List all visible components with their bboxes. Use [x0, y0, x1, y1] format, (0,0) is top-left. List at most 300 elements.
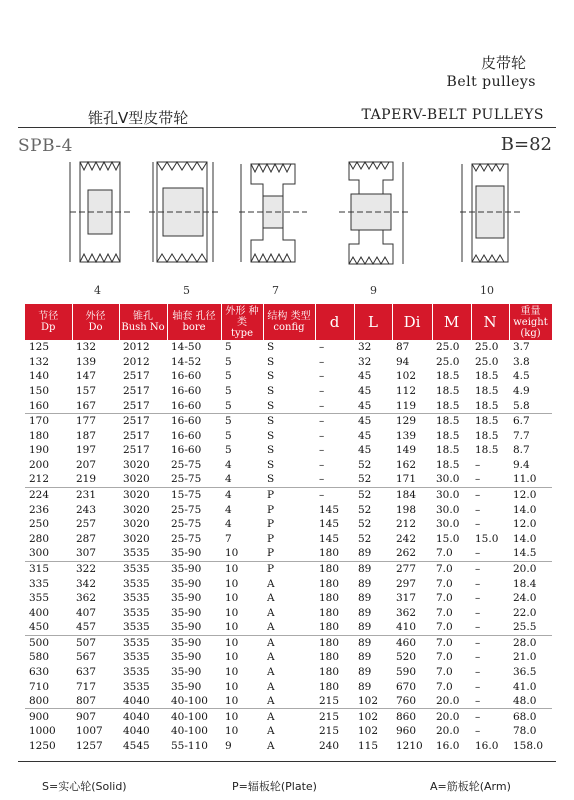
- table-cell: 52: [354, 472, 392, 487]
- table-cell: 355: [25, 591, 72, 606]
- table-cell: 3535: [119, 679, 167, 694]
- table-cell: 16-60: [167, 443, 221, 458]
- table-cell: 1257: [72, 739, 119, 754]
- table-cell: 89: [354, 561, 392, 576]
- table-cell: 115: [354, 739, 392, 754]
- table-cell: 14.0: [509, 502, 552, 517]
- section-title-en: TAPERV-BELT PULLEYS: [361, 107, 544, 123]
- pulley-spec-table: [25, 304, 553, 753]
- table-row: [25, 561, 552, 576]
- table-cell: 5: [221, 443, 263, 458]
- table-cell: 35-90: [167, 591, 221, 606]
- table-cell: 68.0: [509, 709, 552, 724]
- table-cell: 16-60: [167, 369, 221, 384]
- table-cell: 187: [72, 428, 119, 443]
- table-cell: 500: [25, 635, 72, 650]
- table-cell: 7.0: [432, 605, 471, 620]
- table-cell: 87: [392, 340, 432, 355]
- table-cell: 180: [315, 679, 354, 694]
- table-cell: 10: [221, 620, 263, 635]
- table-cell: –: [471, 487, 509, 502]
- table-cell: 297: [392, 576, 432, 591]
- table-cell: 102: [354, 724, 392, 739]
- table-cell: 507: [72, 635, 119, 650]
- table-cell: 145: [315, 517, 354, 532]
- table-cell: 14.0: [509, 532, 552, 547]
- column-header-en: config: [273, 322, 305, 333]
- column-header: [315, 304, 354, 340]
- page-title-cn: 皮带轮: [480, 54, 526, 72]
- table-cell: 18.5: [432, 384, 471, 399]
- table-cell: 11.0: [509, 472, 552, 487]
- table-cell: 4040: [119, 694, 167, 709]
- column-header-en: L: [368, 312, 378, 331]
- table-cell: 9.4: [509, 458, 552, 473]
- table-cell: 3020: [119, 502, 167, 517]
- table-cell: S: [263, 384, 315, 399]
- table-cell: 5: [221, 384, 263, 399]
- table-cell: 45: [354, 428, 392, 443]
- table-cell: 35-90: [167, 546, 221, 561]
- table-cell: –: [315, 472, 354, 487]
- table-cell: 3020: [119, 487, 167, 502]
- table-cell: 52: [354, 487, 392, 502]
- table-cell: 20.0: [509, 561, 552, 576]
- table-row: [25, 355, 552, 370]
- table-cell: 180: [315, 605, 354, 620]
- table-cell: 3020: [119, 517, 167, 532]
- table-cell: 670: [392, 679, 432, 694]
- table-cell: 9: [221, 739, 263, 754]
- table-row: [25, 428, 552, 443]
- table-cell: 89: [354, 620, 392, 635]
- table-cell: 7.0: [432, 635, 471, 650]
- column-header-cn: 重量: [520, 305, 541, 317]
- table-cell: 5: [221, 340, 263, 355]
- table-cell: 102: [354, 694, 392, 709]
- table-cell: 45: [354, 369, 392, 384]
- table-cell: 89: [354, 650, 392, 665]
- table-cell: 710: [25, 679, 72, 694]
- table-cell: 180: [315, 635, 354, 650]
- table-row: [25, 532, 552, 547]
- table-cell: S: [263, 398, 315, 413]
- table-row: [25, 709, 552, 724]
- table-cell: 10: [221, 605, 263, 620]
- table-cell: 89: [354, 546, 392, 561]
- table-cell: 16-60: [167, 413, 221, 428]
- table-cell: 224: [25, 487, 72, 502]
- column-header: [119, 304, 167, 340]
- table-cell: –: [471, 561, 509, 576]
- column-header-en: Do: [88, 322, 103, 333]
- table-cell: 45: [354, 413, 392, 428]
- table-cell: 4.5: [509, 369, 552, 384]
- table-cell: 4: [221, 517, 263, 532]
- table-cell: 32: [354, 355, 392, 370]
- table-cell: 450: [25, 620, 72, 635]
- table-cell: S: [263, 340, 315, 355]
- figure-label: 4: [94, 284, 101, 297]
- table-row: [25, 472, 552, 487]
- table-cell: 7: [221, 532, 263, 547]
- table-cell: 24.0: [509, 591, 552, 606]
- table-cell: –: [471, 650, 509, 665]
- table-row: [25, 605, 552, 620]
- table-cell: S: [263, 355, 315, 370]
- table-cell: 167: [72, 398, 119, 413]
- table-cell: 10: [221, 694, 263, 709]
- column-header-cn: 外形 种类: [225, 305, 259, 328]
- table-row: [25, 413, 552, 428]
- table-cell: 10: [221, 665, 263, 680]
- column-header-cn: 锥孔: [133, 311, 153, 322]
- table-cell: –: [471, 502, 509, 517]
- table-cell: P: [263, 487, 315, 502]
- table-cell: 1250: [25, 739, 72, 754]
- table-cell: 231: [72, 487, 119, 502]
- table-cell: –: [315, 458, 354, 473]
- table-cell: 277: [392, 561, 432, 576]
- table-row: [25, 369, 552, 384]
- series-label: SPB-4: [18, 136, 73, 156]
- table-cell: 139: [72, 355, 119, 370]
- table-cell: 18.5: [471, 428, 509, 443]
- figure-label: 10: [480, 284, 494, 297]
- table-cell: –: [471, 635, 509, 650]
- table-cell: 12.0: [509, 517, 552, 532]
- table-cell: S: [263, 428, 315, 443]
- table-row: [25, 724, 552, 739]
- table-cell: 3020: [119, 532, 167, 547]
- column-header: [25, 304, 72, 340]
- table-cell: 4: [221, 487, 263, 502]
- table-cell: 207: [72, 458, 119, 473]
- table-cell: 5: [221, 398, 263, 413]
- table-cell: 112: [392, 384, 432, 399]
- pulley-drawing-type-4: [60, 150, 135, 275]
- column-header-en: bore: [182, 322, 206, 333]
- page-title-en: Belt pulleys: [446, 74, 536, 90]
- column-header-en: Di: [403, 312, 421, 331]
- table-row: [25, 502, 552, 517]
- table-cell: 12.0: [509, 487, 552, 502]
- table-cell: 807: [72, 694, 119, 709]
- belt-width-label: B=82: [500, 134, 552, 155]
- table-cell: 3535: [119, 620, 167, 635]
- table-cell: 400: [25, 605, 72, 620]
- table-cell: 16.0: [432, 739, 471, 754]
- table-row: [25, 694, 552, 709]
- table-cell: 4040: [119, 709, 167, 724]
- table-row: [25, 517, 552, 532]
- column-header: [432, 304, 471, 340]
- table-cell: 180: [315, 665, 354, 680]
- table-cell: A: [263, 605, 315, 620]
- table-cell: 3535: [119, 635, 167, 650]
- table-cell: 198: [392, 502, 432, 517]
- table-cell: 3535: [119, 546, 167, 561]
- table-cell: 6.7: [509, 413, 552, 428]
- table-cell: 18.5: [432, 428, 471, 443]
- column-header-en: Dp: [41, 322, 56, 333]
- table-cell: 52: [354, 532, 392, 547]
- figure-label: 5: [183, 284, 190, 297]
- table-row: [25, 546, 552, 561]
- table-cell: 119: [392, 398, 432, 413]
- table-cell: 10: [221, 709, 263, 724]
- table-cell: 40-100: [167, 694, 221, 709]
- table-cell: A: [263, 620, 315, 635]
- table-cell: 30.0: [432, 487, 471, 502]
- table-cell: 2012: [119, 355, 167, 370]
- table-cell: 5: [221, 355, 263, 370]
- table-cell: 262: [392, 546, 432, 561]
- table-cell: 7.7: [509, 428, 552, 443]
- table-cell: 180: [25, 428, 72, 443]
- table-cell: 52: [354, 517, 392, 532]
- header-divider: [18, 127, 556, 128]
- table-cell: 212: [392, 517, 432, 532]
- table-cell: 35-90: [167, 650, 221, 665]
- section-title-cn: 锥孔V型皮带轮: [88, 109, 189, 127]
- table-cell: S: [263, 458, 315, 473]
- table-cell: 3020: [119, 472, 167, 487]
- table-cell: –: [471, 724, 509, 739]
- table-cell: 200: [25, 458, 72, 473]
- table-cell: –: [471, 576, 509, 591]
- table-cell: 25-75: [167, 532, 221, 547]
- table-cell: 3020: [119, 458, 167, 473]
- column-header-cn: 结构 类型: [267, 311, 311, 322]
- table-cell: 362: [392, 605, 432, 620]
- table-cell: S: [263, 472, 315, 487]
- table-cell: 18.5: [471, 443, 509, 458]
- figure-label: 9: [370, 284, 377, 297]
- table-cell: 15.0: [432, 532, 471, 547]
- column-header: [509, 304, 552, 340]
- table-cell: 8.7: [509, 443, 552, 458]
- table-cell: 160: [25, 398, 72, 413]
- table-cell: 40-100: [167, 724, 221, 739]
- table-cell: 1000: [25, 724, 72, 739]
- table-cell: 18.5: [432, 413, 471, 428]
- table-cell: 7.0: [432, 650, 471, 665]
- table-cell: 342: [72, 576, 119, 591]
- table-cell: 307: [72, 546, 119, 561]
- table-cell: 212: [25, 472, 72, 487]
- table-cell: 7.0: [432, 561, 471, 576]
- table-cell: 10: [221, 650, 263, 665]
- table-cell: 5: [221, 428, 263, 443]
- table-cell: 20.0: [432, 694, 471, 709]
- table-cell: 580: [25, 650, 72, 665]
- table-cell: 7.0: [432, 591, 471, 606]
- table-cell: –: [471, 709, 509, 724]
- table-cell: 14-52: [167, 355, 221, 370]
- table-cell: A: [263, 635, 315, 650]
- table-cell: 18.5: [432, 369, 471, 384]
- table-cell: 30.0: [432, 517, 471, 532]
- table-cell: 48.0: [509, 694, 552, 709]
- table-cell: 25-75: [167, 458, 221, 473]
- table-cell: 960: [392, 724, 432, 739]
- table-cell: 20.0: [432, 724, 471, 739]
- table-cell: 3535: [119, 605, 167, 620]
- table-cell: 14.5: [509, 546, 552, 561]
- table-cell: 16-60: [167, 398, 221, 413]
- table-cell: 590: [392, 665, 432, 680]
- table-cell: 630: [25, 665, 72, 680]
- table-cell: –: [471, 591, 509, 606]
- table-cell: 162: [392, 458, 432, 473]
- table-cell: 25.0: [432, 355, 471, 370]
- table-cell: 41.0: [509, 679, 552, 694]
- table-cell: P: [263, 546, 315, 561]
- table-cell: 129: [392, 413, 432, 428]
- column-header-en: weight (kg): [513, 316, 548, 339]
- table-cell: A: [263, 665, 315, 680]
- column-header-cn: 轴套 孔径: [172, 311, 216, 322]
- table-cell: 219: [72, 472, 119, 487]
- table-cell: 180: [315, 591, 354, 606]
- table-cell: 760: [392, 694, 432, 709]
- table-cell: 18.5: [432, 443, 471, 458]
- table-row: [25, 458, 552, 473]
- table-cell: 460: [392, 635, 432, 650]
- table-cell: 25-75: [167, 472, 221, 487]
- column-header: [392, 304, 432, 340]
- table-cell: –: [471, 472, 509, 487]
- table-cell: 1007: [72, 724, 119, 739]
- table-cell: P: [263, 532, 315, 547]
- table-cell: 335: [25, 576, 72, 591]
- footer-divider: [18, 761, 556, 762]
- table-cell: –: [315, 369, 354, 384]
- table-cell: 89: [354, 679, 392, 694]
- table-cell: –: [315, 340, 354, 355]
- table-cell: 5.8: [509, 398, 552, 413]
- table-cell: 3535: [119, 665, 167, 680]
- table-cell: 4: [221, 458, 263, 473]
- table-cell: 717: [72, 679, 119, 694]
- table-cell: 180: [315, 620, 354, 635]
- table-cell: 800: [25, 694, 72, 709]
- table-cell: 3535: [119, 591, 167, 606]
- table-cell: S: [263, 369, 315, 384]
- column-header-cn: 节径: [38, 311, 59, 322]
- table-row: [25, 665, 552, 680]
- table-cell: 25.0: [471, 355, 509, 370]
- column-header-en: d: [329, 312, 340, 331]
- table-cell: 184: [392, 487, 432, 502]
- table-cell: –: [315, 413, 354, 428]
- figure-label: 7: [272, 284, 279, 297]
- table-cell: 457: [72, 620, 119, 635]
- table-cell: 5: [221, 369, 263, 384]
- table-cell: 89: [354, 576, 392, 591]
- column-header-en: M: [443, 312, 460, 331]
- table-cell: 94: [392, 355, 432, 370]
- table-row: [25, 635, 552, 650]
- table-row: [25, 650, 552, 665]
- table-cell: 520: [392, 650, 432, 665]
- table-cell: P: [263, 502, 315, 517]
- column-header-cn: 外径: [85, 311, 106, 322]
- legend-plate: P=辐板轮(Plate): [232, 780, 317, 793]
- table-cell: 180: [315, 546, 354, 561]
- table-cell: S: [263, 443, 315, 458]
- table-cell: –: [315, 428, 354, 443]
- table-cell: 18.5: [471, 398, 509, 413]
- table-cell: 10: [221, 561, 263, 576]
- table-cell: 15-75: [167, 487, 221, 502]
- column-header: [221, 304, 263, 340]
- table-body: [25, 340, 552, 753]
- table-cell: 242: [392, 532, 432, 547]
- table-cell: –: [471, 665, 509, 680]
- table-cell: 410: [392, 620, 432, 635]
- table-cell: –: [315, 443, 354, 458]
- pulley-drawing-type-5: [145, 150, 225, 275]
- table-cell: –: [471, 458, 509, 473]
- table-cell: 2517: [119, 398, 167, 413]
- table-cell: 10: [221, 679, 263, 694]
- table-cell: –: [315, 487, 354, 502]
- table-cell: 4: [221, 502, 263, 517]
- table-cell: 362: [72, 591, 119, 606]
- table-row: [25, 679, 552, 694]
- table-cell: 35-90: [167, 665, 221, 680]
- table-cell: 55-110: [167, 739, 221, 754]
- table-cell: 22.0: [509, 605, 552, 620]
- table-cell: 18.5: [471, 384, 509, 399]
- table-cell: 315: [25, 561, 72, 576]
- table-cell: 35-90: [167, 561, 221, 576]
- table-cell: 145: [315, 532, 354, 547]
- table-cell: 18.5: [471, 369, 509, 384]
- table-cell: 45: [354, 443, 392, 458]
- table-cell: 2012: [119, 340, 167, 355]
- table-cell: 180: [315, 650, 354, 665]
- table-cell: 215: [315, 709, 354, 724]
- table-cell: 10: [221, 635, 263, 650]
- table-cell: 7.0: [432, 620, 471, 635]
- table-cell: A: [263, 724, 315, 739]
- table-cell: 25-75: [167, 517, 221, 532]
- table-cell: 78.0: [509, 724, 552, 739]
- table-cell: 147: [72, 369, 119, 384]
- table-cell: 139: [392, 428, 432, 443]
- table-cell: 907: [72, 709, 119, 724]
- table-cell: 637: [72, 665, 119, 680]
- table-cell: 197: [72, 443, 119, 458]
- table-cell: 2517: [119, 413, 167, 428]
- table-cell: 35-90: [167, 635, 221, 650]
- table-cell: 177: [72, 413, 119, 428]
- table-cell: P: [263, 517, 315, 532]
- table-cell: –: [315, 398, 354, 413]
- table-cell: 45: [354, 384, 392, 399]
- table-cell: –: [471, 546, 509, 561]
- table-cell: 3535: [119, 561, 167, 576]
- table-cell: 3.7: [509, 340, 552, 355]
- column-header: [167, 304, 221, 340]
- column-header-en: Bush No: [121, 322, 165, 333]
- table-cell: 180: [315, 561, 354, 576]
- table-cell: 102: [354, 709, 392, 724]
- table-cell: 3535: [119, 650, 167, 665]
